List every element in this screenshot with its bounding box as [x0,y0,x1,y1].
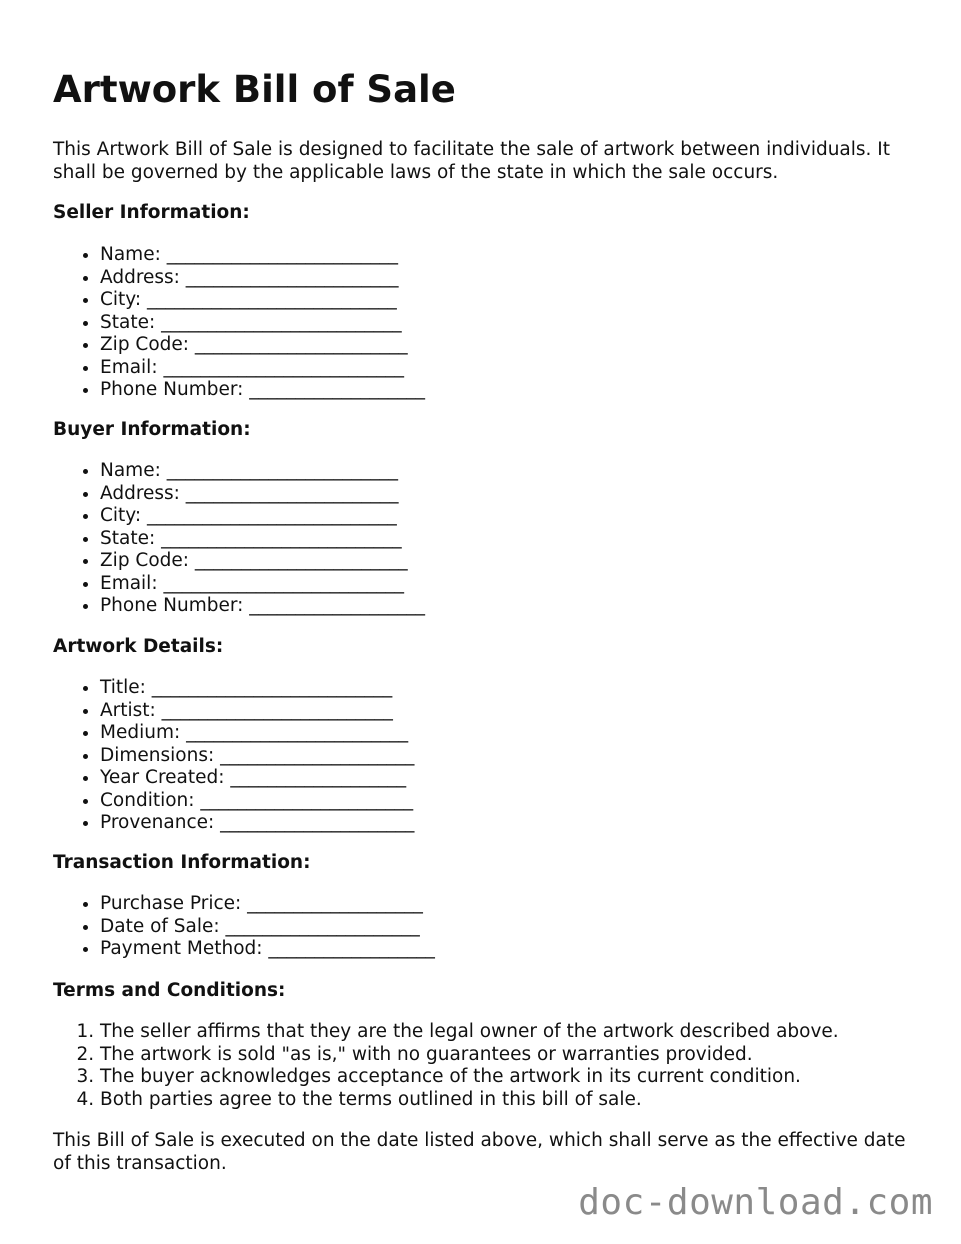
artwork-title-field: • Title: __________________________ [100,677,414,700]
artwork-year-field: • Year Created: ___________________ [100,767,414,790]
terms-item-agreement: 4. Both parties agree to the terms outlined in this bill of sale. [100,1089,839,1112]
intro-paragraph: This Artwork Bill of Sale is designed to facilitate the sale of artwork between individuals. It shall be governed by the applicable laws of the state in which the sale occurs. [53,139,891,183]
seller-email-field: • Email: __________________________ [100,357,425,380]
buyer-email-field: • Email: __________________________ [100,573,425,596]
transaction-fields-list [53,893,435,961]
document-title: Artwork Bill of Sale [53,68,456,111]
seller-fields-list [53,244,425,402]
buyer-phone-field: • Phone Number: ___________________ [100,595,425,618]
closing-paragraph: This Bill of Sale is executed on the date listed above, which shall serve as the effective date of this transaction. [53,1130,906,1174]
seller-name-field: • Name: _________________________ [100,244,425,267]
artwork-provenance-field: • Provenance: _____________________ [100,812,414,835]
artwork-dimensions-field: • Dimensions: _____________________ [100,745,414,768]
seller-phone-field: • Phone Number: ___________________ [100,379,425,402]
seller-state-field: • State: __________________________ [100,312,425,335]
terms-item-as-is: 2. The artwork is sold "as is," with no guarantees or warranties provided. [100,1044,839,1067]
buyer-state-field: • State: __________________________ [100,528,425,551]
buyer-name-field: • Name: _________________________ [100,460,425,483]
artwork-heading: Artwork Details: [53,636,224,657]
seller-city-field: • City: ___________________________ [100,289,425,312]
seller-address-field: • Address: _______________________ [100,267,425,290]
seller-heading: Seller Information: [53,202,250,223]
terms-item-ownership: 1. The seller affirms that they are the legal owner of the artwork described above. [100,1021,839,1044]
buyer-city-field: • City: ___________________________ [100,505,425,528]
payment-method-field: • Payment Method: __________________ [100,938,435,961]
buyer-fields-list [53,460,425,618]
transaction-heading: Transaction Information: [53,852,311,873]
artwork-medium-field: • Medium: ________________________ [100,722,414,745]
terms-heading: Terms and Conditions: [53,980,286,1001]
artwork-condition-field: • Condition: _______________________ [100,790,414,813]
purchase-price-field: • Purchase Price: ___________________ [100,893,435,916]
artwork-artist-field: • Artist: _________________________ [100,700,414,723]
date-of-sale-field: • Date of Sale: _____________________ [100,916,435,939]
terms-item-acceptance: 3. The buyer acknowledges acceptance of the artwork in its current condition. [100,1066,839,1089]
buyer-heading: Buyer Information: [53,419,251,440]
buyer-address-field: • Address: _______________________ [100,483,425,506]
buyer-zip-field: • Zip Code: _______________________ [100,550,425,573]
watermark-logo: doc-download.com [578,1182,933,1223]
artwork-fields-list [53,677,414,835]
seller-zip-field: • Zip Code: _______________________ [100,334,425,357]
terms-list [53,1021,839,1111]
